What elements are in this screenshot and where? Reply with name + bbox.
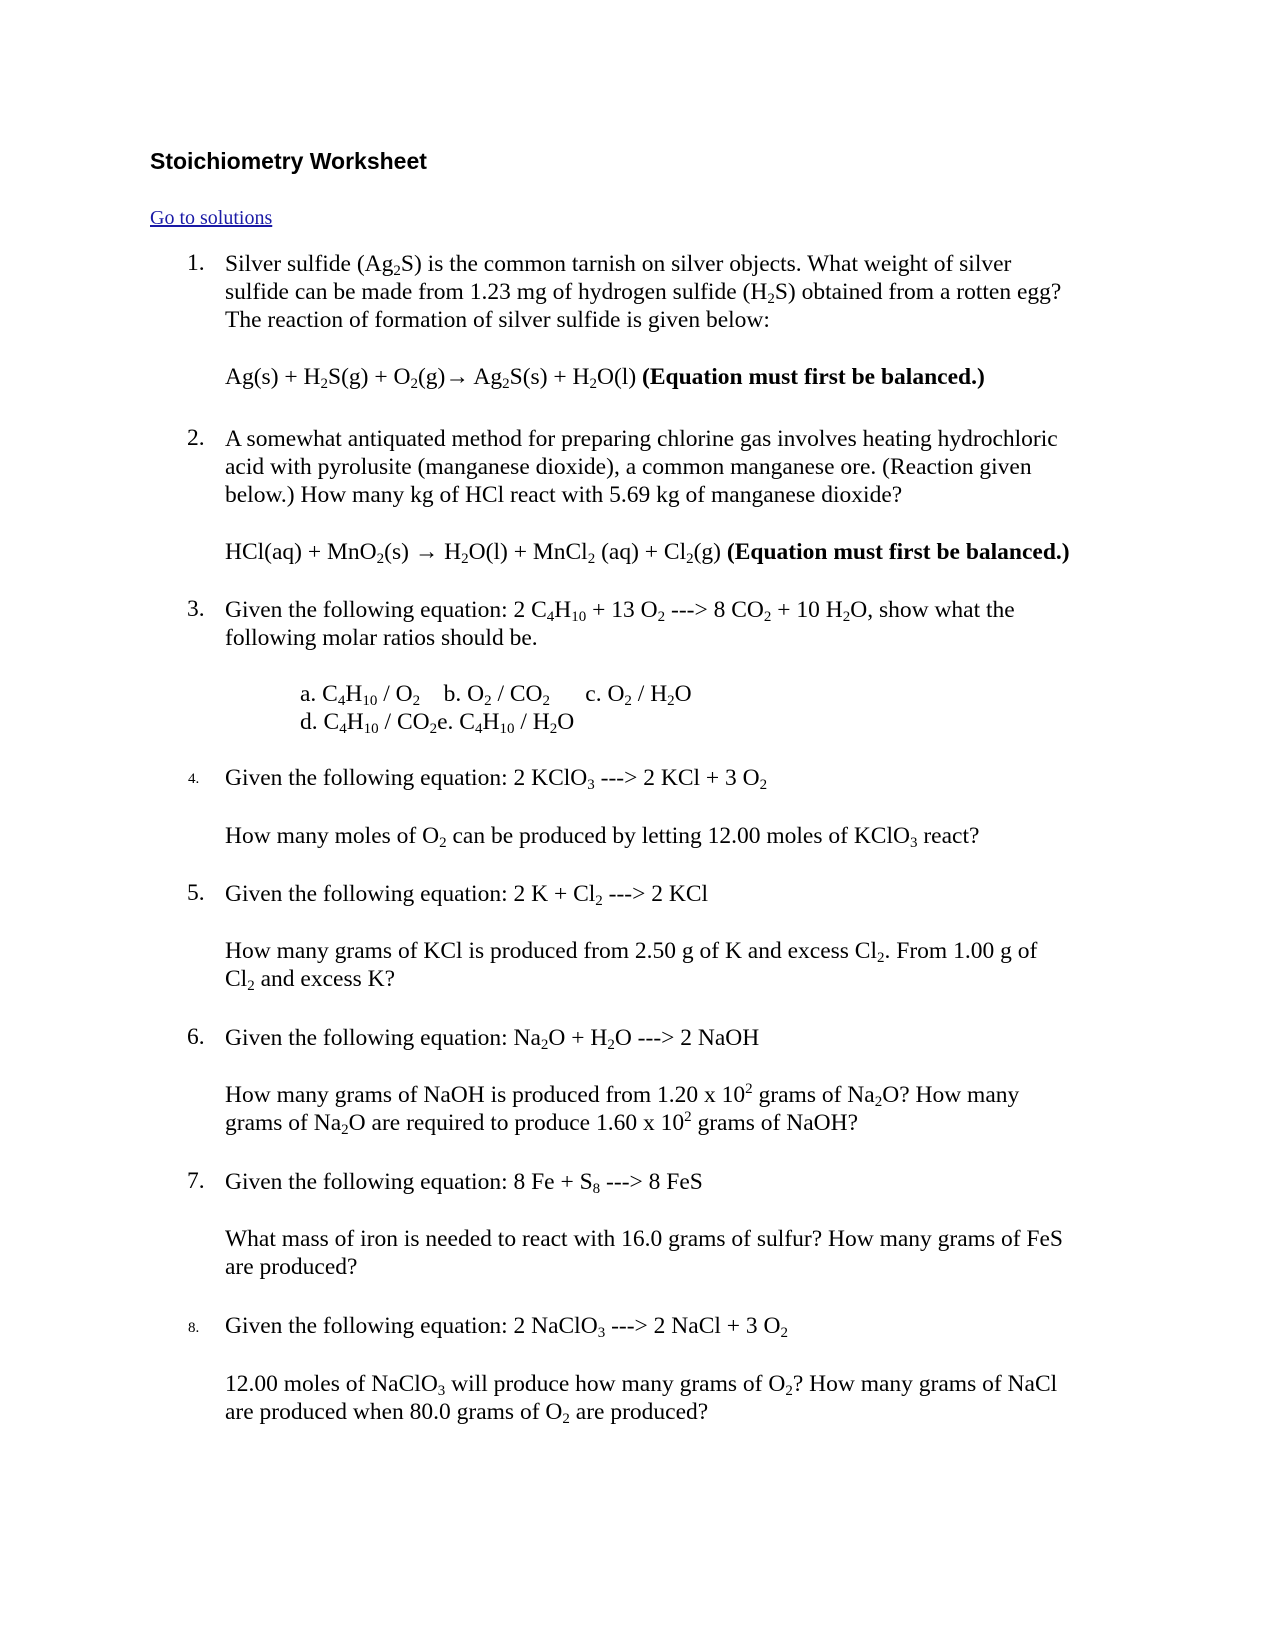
question-4-number: 4. [188,771,200,787]
question-2-equation: $HCl(aq) + MnO_2(s) \to H_2O(l)$ + MnCl$_2$ $(aq) + Cl_2(g)$ (Equation must first be balanced.) [225,539,1070,567]
question-5-number: 5. [187,880,205,906]
question-1-number: 1. [187,250,205,276]
page-title: Stoichiometry Worksheet [150,148,427,174]
question-5-equation: Given the following equation: 2 $K + Cl_2$ ---> 2 KCl [225,881,709,909]
question-1-line-2: sulfide can be made from 1.23 mg of hydrogen sulfide $(H_2S)$ obtained from a rotten egg? [225,279,1062,307]
question-7-equation: Given the following equation: 8 $Fe + S_8$ ---> 8 FeS [225,1169,703,1197]
question-8-line-2: are produced when 80.0 grams of $O_2$ are produced? [225,1399,709,1427]
question-1-line-1: Silver sulfide $(Ag_2S)$ is the common tarnish on silver objects. What weight of silver [225,251,1012,279]
question-3-line-2: following molar ratios should be. [225,625,538,651]
question-2-line-1: A somewhat antiquated method for preparing chlorine gas involves heating hydrochloric [225,426,1058,452]
question-2-line-2: acid with pyrolusite (manganese dioxide), a common manganese ore. (Reaction given [225,454,1032,480]
question-5-line-1: How many grams of KCl is produced from 2.50 g of K and excess $Cl_2$. From 1.00 g of [225,938,1038,966]
question-6-line-2: grams of $Na_2O$ are required to produce 1.60 x $10^2$ grams of NaOH? [225,1109,858,1138]
question-4-equation: Given the following equation: 2 KClO$_3$ ---> 2 KCl + 3 $O_2$ [225,765,768,793]
question-8-number: 8. [188,1320,200,1336]
question-1-equation: $Ag(s) + H_2S(g) + O_2(g)\to Ag_2S(s) + H_2O(l)$ (Equation must first be balanced.) [225,364,985,392]
question-3-line-1: Given the following equation: 2 $C_4H_{10} + 13$ $O_2$ ---> 8 $CO_2 + 10$ $H_2O$, show what the [225,597,1015,625]
question-5-line-2: $Cl_2$ and excess K? [225,966,396,994]
question-4-question: How many moles of $O_2$ can be produced by letting 12.00 moles of KClO$_3$ react? [225,823,980,851]
balance-note: (Equation must first be balanced.) [642,364,985,390]
question-6-line-1: How many grams of NaOH is produced from 1.20 x $10^2$ grams of $Na_2O$? How many [225,1081,1020,1110]
question-6-number: 6. [187,1024,205,1050]
question-3-ratios-1: a. $C_4H_{10} / O_2$ b. $O_2 / CO_2$ c. $O_2 / H_2O$ [300,681,692,709]
question-8-line-1: 12.00 moles of NaClO$_3$ will produce how many grams of $O_2$? How many grams of NaCl [225,1371,1058,1399]
question-3-number: 3. [187,596,205,622]
balance-note: (Equation must first be balanced.) [726,539,1070,565]
question-7-number: 7. [187,1168,205,1194]
question-2-line-3: below.) How many kg of HCl react with 5.69 kg of manganese dioxide? [225,482,903,508]
question-2-number: 2. [187,425,205,451]
question-3-ratios-2: d. $C_4H_{10} / CO_2e$. $C_4H_{10} / H_2O$ [300,709,575,737]
question-7-line-2: are produced? [225,1254,358,1280]
solutions-link[interactable]: Go to solutions [150,207,273,229]
question-8-equation: Given the following equation: 2 NaClO$_3$ ---> 2 NaCl + 3 $O_2$ [225,1313,788,1341]
question-1-line-3: The reaction of formation of silver sulfide is given below: [225,307,770,333]
question-7-line-1: What mass of iron is needed to react with 16.0 grams of sulfur? How many grams of FeS [225,1226,1063,1252]
question-6-equation: Given the following equation: $Na_2O + H_2O$ ---> 2 NaOH [225,1025,760,1053]
